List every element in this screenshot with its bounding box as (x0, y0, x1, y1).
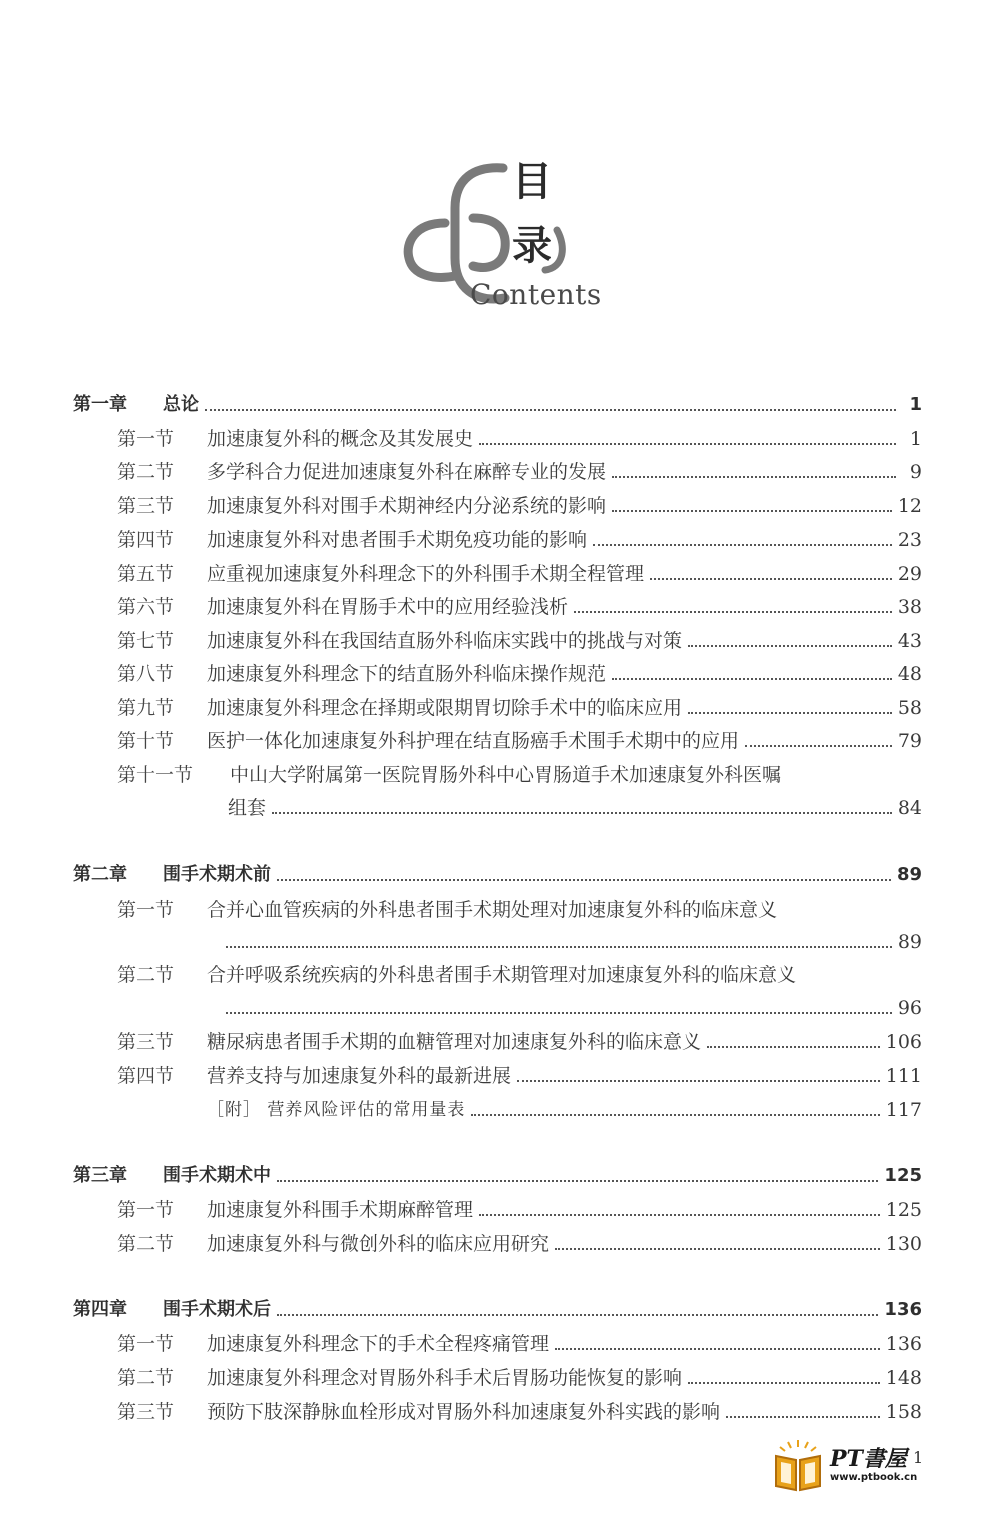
toc-ch2-section-1-label: 第一节 (117, 899, 175, 921)
dot-leader (272, 812, 892, 814)
toc-chapter-1[interactable] (73, 390, 922, 420)
toc-ch1-section-5-page: 29 (897, 563, 922, 585)
toc-ch2-section-3-page: 106 (885, 1031, 922, 1053)
toc-ch1-section-8[interactable] (117, 659, 922, 689)
toc-chapter-1-page: 1 (909, 394, 922, 415)
toc-ch1-section-7-page: 43 (897, 630, 922, 652)
toc-ch1-section-5-label: 第五节 (117, 563, 175, 585)
dot-leader (517, 1080, 880, 1082)
toc-appendix-page: 117 (885, 1099, 922, 1121)
toc-chapter-3-title: 围手术期术中 (163, 1165, 271, 1186)
toc-ch1-section-2[interactable] (117, 457, 922, 487)
toc-ch4-section-1[interactable] (117, 1329, 922, 1359)
dot-leader (612, 678, 892, 680)
toc-ch1-section-11[interactable] (117, 760, 922, 790)
toc-chapter-3-page: 125 (884, 1165, 922, 1186)
toc-ch1-section-11-label: 第十一节 (117, 764, 194, 786)
toc-ch1-section-10-title: 医护一体化加速康复外科护理在结直肠癌手术围手术期中的应用 (207, 730, 740, 752)
toc-ch1-section-7-title: 加速康复外科在我国结直肠外科临床实践中的挑战与对策 (207, 630, 683, 652)
toc-ch1-section-3[interactable] (117, 491, 922, 521)
toc-ch1-section-9-title: 加速康复外科理念在择期或限期胃切除手术中的临床应用 (207, 697, 683, 719)
watermark-url: www.ptbook.cn (830, 1472, 918, 1483)
dot-leader (555, 1248, 880, 1250)
toc-ch1-section-3-page: 12 (897, 495, 922, 517)
toc-ch2-section-1[interactable] (117, 895, 922, 925)
toc-ch2-section-4[interactable] (117, 1061, 922, 1091)
toc-ch4-section-1-title: 加速康复外科理念下的手术全程疼痛管理 (207, 1333, 550, 1355)
dot-leader (612, 510, 892, 512)
toc-ch1-section-1[interactable] (117, 424, 922, 454)
dot-leader (277, 1314, 878, 1316)
toc-ch1-section-11-title: 中山大学附属第一医院胃肠外科中心胃肠道手术加速康复外科医嘱 (230, 764, 782, 786)
toc-ch1-section-5-title: 应重视加速康复外科理念下的外科围手术期全程管理 (207, 563, 645, 585)
toc-ch2-section-2-cont-page: 96 (897, 997, 922, 1019)
toc-ch3-section-2-page: 130 (885, 1233, 922, 1255)
toc-ch4-section-1-page: 136 (885, 1333, 922, 1355)
toc-ch1-section-6-page: 38 (897, 596, 922, 618)
dot-leader (226, 1012, 892, 1014)
dot-leader (226, 946, 892, 948)
toc-ch2-section-1-cont[interactable] (220, 927, 922, 957)
toc-ch1-section-6[interactable] (117, 592, 922, 622)
toc-ch1-section-8-page: 48 (897, 663, 922, 685)
page-number: 1 (913, 1448, 924, 1467)
toc-ch4-section-3[interactable] (117, 1397, 922, 1427)
toc-ch1-section-2-title: 多学科合力促进加速康复外科在麻醉专业的发展 (207, 461, 607, 483)
toc-chapter-4-label: 第四章 (73, 1299, 127, 1320)
toc-ch2-section-2-title: 合并呼吸系统疾病的外科患者围手术期管理对加速康复外科的临床意义 (207, 964, 797, 986)
toc-ch3-section-2-label: 第二节 (117, 1233, 175, 1255)
toc-ch2-section-1-title: 合并心血管疾病的外科患者围手术期处理对加速康复外科的临床意义 (207, 899, 778, 921)
toc-ch1-section-1-label: 第一节 (117, 428, 175, 450)
toc-ch1-section-1-title: 加速康复外科的概念及其发展史 (207, 428, 474, 450)
toc-chapter-2[interactable] (73, 860, 922, 890)
toc-ch3-section-2-title: 加速康复外科与微创外科的临床应用研究 (207, 1233, 550, 1255)
toc-appendix[interactable] (207, 1095, 922, 1125)
toc-ch4-section-2-page: 148 (885, 1367, 922, 1389)
toc-ch1-section-4-title: 加速康复外科对患者围手术期免疫功能的影响 (207, 529, 588, 551)
toc-ch4-section-1-label: 第一节 (117, 1333, 175, 1355)
dot-leader (745, 745, 892, 747)
toc-ch1-section-3-title: 加速康复外科对围手术期神经内分泌系统的影响 (207, 495, 607, 517)
toc-chapter-3[interactable] (73, 1161, 922, 1191)
toc-ch1-section-7[interactable] (117, 626, 922, 656)
dot-leader (726, 1416, 880, 1418)
toc-ch2-section-4-page: 111 (885, 1065, 922, 1087)
toc-ch1-section-6-title: 加速康复外科在胃肠手术中的应用经验浅析 (207, 596, 569, 618)
toc-chapter-4-title: 围手术期术后 (163, 1299, 271, 1320)
dot-leader (688, 645, 892, 647)
toc-ch2-section-3[interactable] (117, 1027, 922, 1057)
dot-leader (555, 1348, 880, 1350)
dot-leader (471, 1114, 879, 1116)
contents-title-en: Contents (470, 278, 602, 311)
toc-ch1-section-8-title: 加速康复外科理念下的结直肠外科临床操作规范 (207, 663, 607, 685)
dot-leader (650, 578, 892, 580)
toc-ch3-section-1-title: 加速康复外科围手术期麻醉管理 (207, 1199, 474, 1221)
toc-ch1-section-2-label: 第二节 (117, 461, 175, 483)
toc-ch1-section-2-page: 9 (909, 461, 922, 483)
toc-ch2-section-3-label: 第三节 (117, 1031, 175, 1053)
toc-ch1-section-9-label: 第九节 (117, 697, 175, 719)
toc-ch1-section-10-label: 第十节 (117, 730, 175, 752)
dot-leader (707, 1046, 880, 1048)
toc-ch2-section-2[interactable] (117, 960, 922, 990)
toc-ch4-section-3-title: 预防下肢深静脉血栓形成对胃肠外科加速康复外科实践的影响 (207, 1401, 721, 1423)
toc-chapter-2-label: 第二章 (73, 864, 127, 885)
toc-ch1-section-1-page: 1 (909, 428, 922, 450)
dot-leader (277, 879, 891, 881)
toc-chapter-1-title: 总论 (163, 394, 199, 415)
toc-ch3-section-1-label: 第一节 (117, 1199, 175, 1221)
dot-leader (205, 409, 896, 411)
toc-chapter-1-label: 第一章 (73, 394, 127, 415)
toc-ch1-section-8-label: 第八节 (117, 663, 175, 685)
dot-leader (277, 1180, 878, 1182)
toc-ch2-section-4-label: 第四节 (117, 1065, 175, 1087)
toc-ch1-section-10[interactable] (117, 726, 922, 756)
toc-appendix-title: ［附］ 营养风险评估的常用量表 (207, 1100, 466, 1120)
toc-chapter-2-title: 围手术期术前 (163, 864, 271, 885)
toc-ch4-section-2[interactable] (117, 1363, 922, 1393)
toc-ch4-section-3-label: 第三节 (117, 1401, 175, 1423)
toc-chapter-3-label: 第三章 (73, 1165, 127, 1186)
toc-chapter-2-page: 89 (896, 864, 922, 885)
toc-ch1-section-9-page: 58 (897, 697, 922, 719)
toc-ch2-section-1-cont-page: 89 (897, 931, 922, 953)
dot-leader (688, 1382, 880, 1384)
toc-ch1-section-11-cont-page: 84 (897, 797, 922, 819)
toc-ch1-section-4-page: 23 (897, 529, 922, 551)
contents-title-cn-1: 目 (512, 159, 552, 205)
toc-ch3-section-1-page: 125 (885, 1199, 922, 1221)
toc-ch1-section-11-cont-title: 组套 (228, 797, 267, 819)
toc-ch2-section-2-cont[interactable] (220, 993, 922, 1023)
dot-leader (612, 476, 896, 478)
toc-ch2-section-4-title: 营养支持与加速康复外科的最新进展 (207, 1065, 512, 1087)
toc-chapter-4[interactable] (73, 1295, 922, 1325)
dot-leader (688, 712, 892, 714)
toc-ch1-section-4[interactable] (117, 525, 922, 555)
toc-ch1-section-10-page: 79 (897, 730, 922, 752)
dot-leader (574, 611, 892, 613)
book-logo-icon (770, 1438, 826, 1494)
toc-ch1-section-11-cont[interactable] (228, 793, 922, 823)
toc-ch1-section-7-label: 第七节 (117, 630, 175, 652)
toc-ch1-section-4-label: 第四节 (117, 529, 175, 551)
contents-header (0, 0, 1000, 340)
contents-title-cn-2: 录 (512, 223, 552, 269)
toc-ch2-section-2-label: 第二节 (117, 964, 175, 986)
watermark-logo (770, 1438, 930, 1494)
toc-ch1-section-3-label: 第三节 (117, 495, 175, 517)
toc-chapter-4-page: 136 (884, 1299, 922, 1320)
toc-ch3-section-1[interactable] (117, 1195, 922, 1225)
toc-ch2-section-3-title: 糖尿病患者围手术期的血糖管理对加速康复外科的临床意义 (207, 1031, 702, 1053)
dot-leader (593, 544, 892, 546)
watermark-name: PT書屋 (830, 1446, 907, 1472)
dot-leader (479, 1214, 880, 1216)
toc-ch4-section-2-label: 第二节 (117, 1367, 175, 1389)
toc-ch1-section-5[interactable] (117, 559, 922, 589)
toc-ch1-section-9[interactable] (117, 693, 922, 723)
toc-ch4-section-2-title: 加速康复外科理念对胃肠外科手术后胃肠功能恢复的影响 (207, 1367, 683, 1389)
toc-ch4-section-3-page: 158 (885, 1401, 922, 1423)
dot-leader (479, 443, 896, 445)
toc-ch3-section-2[interactable] (117, 1229, 922, 1259)
toc-ch1-section-6-label: 第六节 (117, 596, 175, 618)
